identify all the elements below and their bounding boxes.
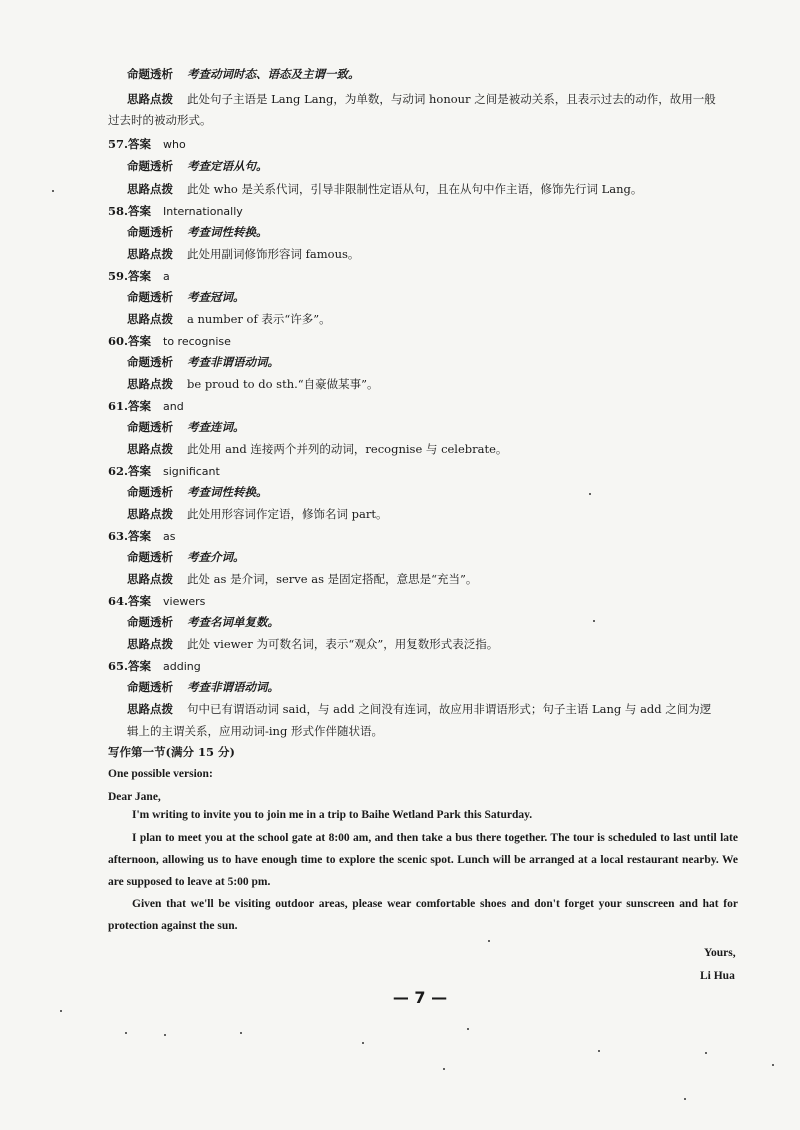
intro-hint-cont: 过去时的被动形式。 bbox=[108, 113, 212, 127]
answer-row-65 bbox=[108, 658, 201, 675]
hint-text: be proud to do sth.“自豪做某事”。 bbox=[187, 377, 379, 391]
answer-row-58 bbox=[108, 203, 243, 220]
hint-label: 思路点拨 bbox=[127, 702, 173, 716]
scan-speck bbox=[467, 1028, 469, 1030]
analysis-row-58 bbox=[127, 224, 268, 240]
hint-row-62 bbox=[127, 506, 388, 522]
question-number: 59. bbox=[108, 269, 129, 283]
scan-speck bbox=[443, 1068, 445, 1070]
scan-speck bbox=[684, 1098, 686, 1100]
question-number: 63. bbox=[108, 529, 129, 543]
hint-label: 思路点拨 bbox=[127, 442, 173, 456]
hint-label: 思路点拨 bbox=[127, 507, 173, 521]
question-number: 62. bbox=[108, 464, 129, 478]
hint-label: 思路点拨 bbox=[127, 92, 173, 106]
answer-value: Internationally bbox=[163, 205, 243, 218]
analysis-label: 命题透析 bbox=[127, 225, 173, 239]
analysis-text: 考查非谓语动词。 bbox=[187, 680, 279, 694]
answer-value: to recognise bbox=[163, 335, 231, 348]
question-number: 58. bbox=[108, 204, 129, 218]
hint-label: 思路点拨 bbox=[127, 182, 173, 196]
scan-speck bbox=[362, 1042, 364, 1044]
hint-label: 思路点拨 bbox=[127, 572, 173, 586]
analysis-row-64 bbox=[127, 614, 279, 630]
analysis-text: 考查动词时态、语态及主谓一致。 bbox=[187, 67, 360, 81]
letter-closing: Yours, bbox=[704, 947, 736, 959]
hint-row-64 bbox=[127, 636, 498, 652]
answer-label: 答案 bbox=[128, 464, 152, 478]
answer-label: 答案 bbox=[128, 204, 152, 218]
answer-row-63 bbox=[108, 528, 176, 545]
answer-value: a bbox=[163, 270, 170, 283]
hint-text: 此处 viewer 为可数名词，表示“观众”，用复数形式表泛指。 bbox=[187, 637, 499, 651]
intro-hint-row bbox=[127, 91, 716, 107]
hint-row-59 bbox=[127, 311, 331, 327]
letter-paragraph-2: I plan to meet you at the school gate at 8:00 am, and then take a bus there together. The tour is scheduled to last until late afternoon, allowing us to have enough time to explore the scenic spot. Lunch will be arranged at a local restaurant nearby. We are supposed to leave at 5:00 pm. bbox=[108, 832, 738, 888]
hint-text: 此处 who 是关系代词，引导非限制性定语从句，且在从句中作主语，修饰先行词 Lang。 bbox=[187, 182, 643, 196]
analysis-text: 考查词性转换。 bbox=[187, 225, 268, 239]
question-number: 57. bbox=[108, 137, 129, 151]
letter-paragraph-3: Given that we'll be visiting outdoor areas, please wear comfortable shoes and don't forget your sunscreen and hat for protection against the sun. bbox=[108, 898, 738, 932]
analysis-row-65 bbox=[127, 679, 279, 695]
scan-speck bbox=[60, 1010, 62, 1012]
scan-speck bbox=[593, 620, 595, 622]
answer-value: and bbox=[163, 400, 184, 413]
hint-label: 思路点拨 bbox=[127, 377, 173, 391]
answer-row-61 bbox=[108, 398, 184, 415]
answer-label: 答案 bbox=[128, 529, 152, 543]
answer-label: 答案 bbox=[128, 269, 152, 283]
analysis-label: 命题透析 bbox=[127, 159, 173, 173]
hint-text: 此处句子主语是 Lang Lang，为单数，与动词 honour 之间是被动关系，且表示过去的动作，故用一般 bbox=[187, 92, 716, 106]
analysis-row-63 bbox=[127, 549, 245, 565]
hint-label: 思路点拨 bbox=[127, 247, 173, 261]
scan-speck bbox=[164, 1034, 166, 1036]
scan-speck bbox=[772, 1064, 774, 1066]
analysis-row-62 bbox=[127, 484, 268, 500]
analysis-text: 考查名词单复数。 bbox=[187, 615, 279, 629]
question-number: 64. bbox=[108, 594, 129, 608]
analysis-label: 命题透析 bbox=[127, 420, 173, 434]
hint-row-60 bbox=[127, 376, 379, 392]
hint-row-63 bbox=[127, 571, 477, 587]
analysis-row-60 bbox=[127, 354, 279, 370]
answer-label: 答案 bbox=[128, 659, 152, 673]
hint-row-65 bbox=[127, 701, 711, 717]
intro-analysis-row bbox=[127, 66, 360, 82]
answer-value: who bbox=[163, 138, 186, 151]
scan-speck bbox=[488, 940, 490, 942]
answer-value: viewers bbox=[163, 595, 206, 608]
answer-row-62 bbox=[108, 463, 220, 480]
answer-value: significant bbox=[163, 465, 220, 478]
analysis-text: 考查非谓语动词。 bbox=[187, 355, 279, 369]
letter-salutation: Dear Jane, bbox=[108, 791, 161, 803]
answer-row-59 bbox=[108, 268, 170, 285]
scan-speck bbox=[240, 1032, 242, 1034]
scan-speck bbox=[705, 1052, 707, 1054]
version-label: One possible version: bbox=[108, 768, 213, 780]
analysis-text: 考查连词。 bbox=[187, 420, 245, 434]
analysis-row-57 bbox=[127, 158, 268, 174]
hint-text: a number of 表示“许多”。 bbox=[187, 312, 331, 326]
answer-value: adding bbox=[163, 660, 201, 673]
analysis-row-61 bbox=[127, 419, 245, 435]
analysis-text: 考查冠词。 bbox=[187, 290, 245, 304]
analysis-text: 考查词性转换。 bbox=[187, 485, 268, 499]
analysis-label: 命题透析 bbox=[127, 355, 173, 369]
question-number: 60. bbox=[108, 334, 129, 348]
section-title: 写作第一节(满分 15 分) bbox=[108, 745, 235, 759]
answer-label: 答案 bbox=[128, 594, 152, 608]
hint-row-57 bbox=[127, 181, 642, 197]
hint-text: 句中已有谓语动词 said，与 add 之间没有连词，故应用非谓语形式；句子主语 Lang 与 add 之间为逻 bbox=[187, 702, 712, 716]
scan-speck bbox=[52, 190, 54, 192]
analysis-text: 考查介词。 bbox=[187, 550, 245, 564]
hint-text: 此处用 and 连接两个并列的动词，recognise 与 celebrate。 bbox=[187, 442, 508, 456]
analysis-label: 命题透析 bbox=[127, 615, 173, 629]
page-number: — 7 — bbox=[392, 988, 448, 1007]
letter-signature: Li Hua bbox=[700, 970, 735, 982]
analysis-label: 命题透析 bbox=[127, 680, 173, 694]
answer-label: 答案 bbox=[128, 334, 152, 348]
hint-row-58 bbox=[127, 246, 359, 262]
scan-speck bbox=[589, 493, 591, 495]
letter-paragraph-1: I'm writing to invite you to join me in a trip to Baihe Wetland Park this Saturday. bbox=[132, 809, 533, 821]
hint-text: 此处 as 是介词，serve as 是固定搭配，意思是“充当”。 bbox=[187, 572, 478, 586]
hint-label: 思路点拨 bbox=[127, 637, 173, 651]
hint-row-61 bbox=[127, 441, 507, 457]
hint-text: 此处用形容词作定语，修饰名词 part。 bbox=[187, 507, 388, 521]
question-number: 65. bbox=[108, 659, 129, 673]
analysis-label: 命题透析 bbox=[127, 485, 173, 499]
analysis-text: 考查定语从句。 bbox=[187, 159, 268, 173]
question-number: 61. bbox=[108, 399, 129, 413]
scan-speck bbox=[598, 1050, 600, 1052]
hint-label: 思路点拨 bbox=[127, 312, 173, 326]
hint-cont-65: 辑上的主谓关系，应用动词-ing 形式作伴随状语。 bbox=[127, 724, 383, 738]
answer-value: as bbox=[163, 530, 176, 543]
hint-text: 此处用副词修饰形容词 famous。 bbox=[187, 247, 360, 261]
answer-row-57 bbox=[108, 136, 186, 153]
analysis-row-59 bbox=[127, 289, 245, 305]
answer-row-64 bbox=[108, 593, 205, 610]
answer-label: 答案 bbox=[128, 137, 152, 151]
analysis-label: 命题透析 bbox=[127, 67, 173, 81]
analysis-label: 命题透析 bbox=[127, 290, 173, 304]
answer-label: 答案 bbox=[128, 399, 152, 413]
analysis-label: 命题透析 bbox=[127, 550, 173, 564]
answer-row-60 bbox=[108, 333, 231, 350]
scan-speck bbox=[125, 1032, 127, 1034]
